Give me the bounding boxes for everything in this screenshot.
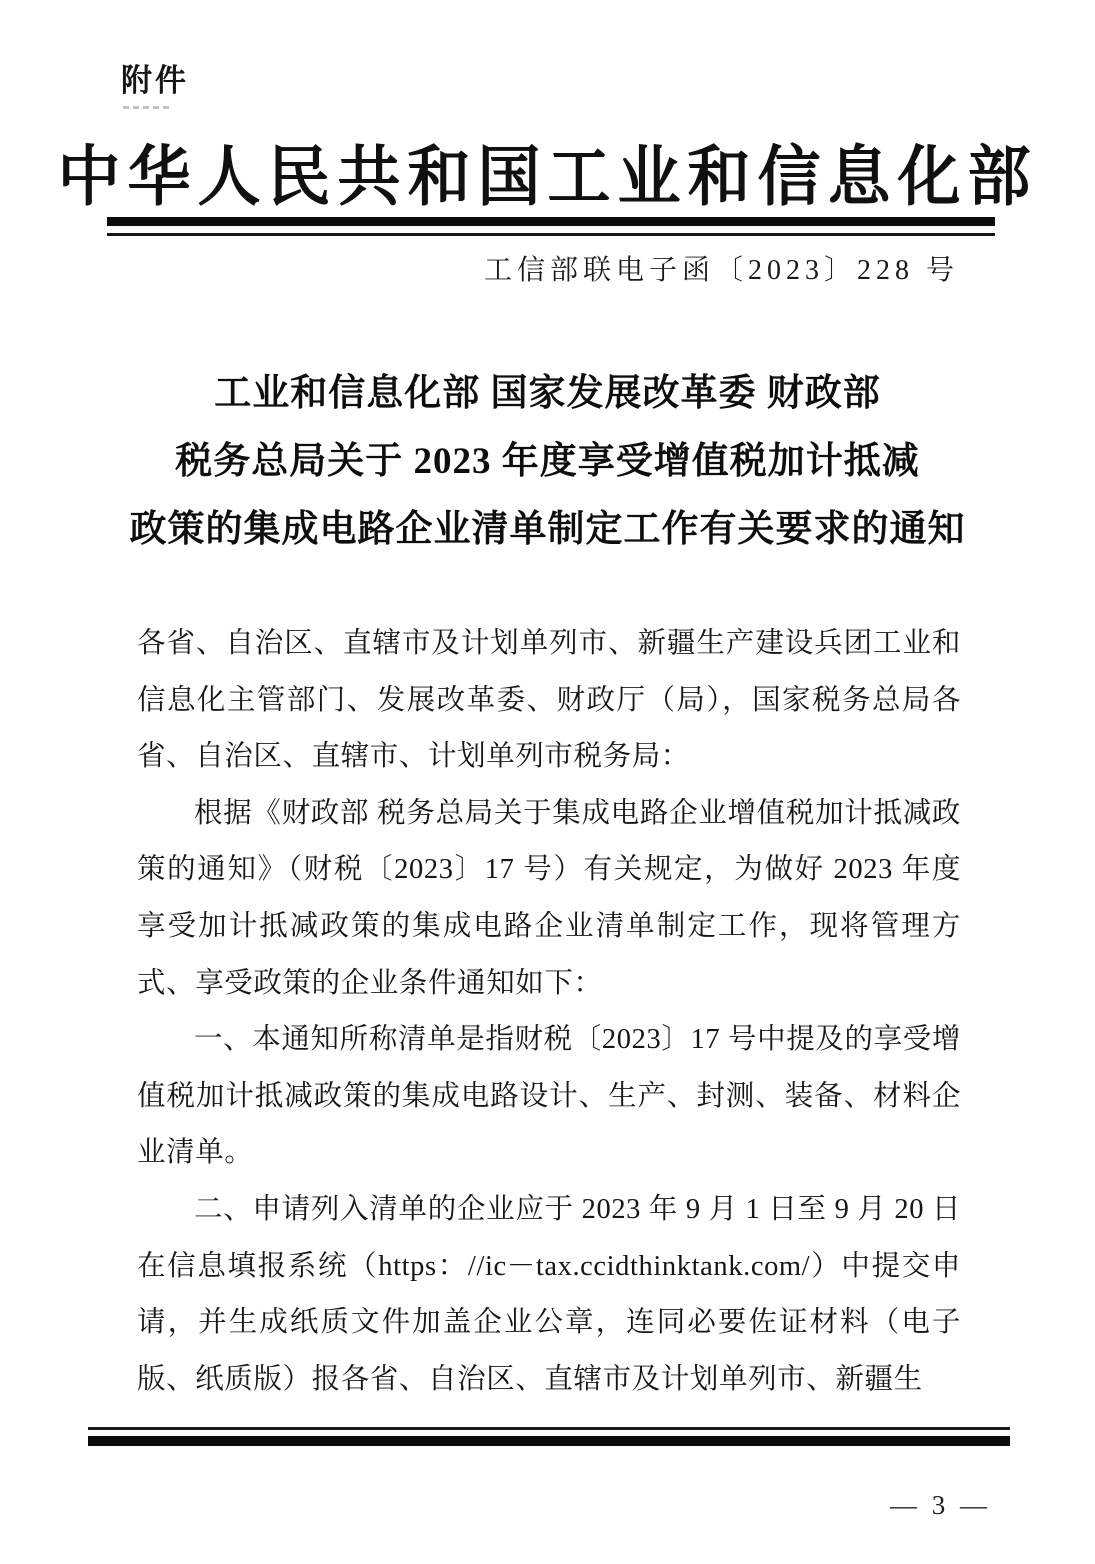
document-title-line-1: 工业和信息化部 国家发展改革委 财政部 [214,373,881,414]
attachment-label: 附件 [121,63,189,98]
page-number: — 3 — [890,1490,991,1520]
footer-divider-thin-line [88,1427,1010,1430]
letterhead-divider-thin-line [107,233,995,236]
document-title-line-3: 政策的集成电路企业清单制定工作有关要求的通知 [129,509,966,550]
footer-divider-thick-line [88,1436,1010,1446]
footer-divider [88,1427,1010,1446]
letterhead-title: 中华人民共和国工业和信息化部 [57,140,1038,214]
document-number: 工信部联电子函〔2023〕228 号 [483,255,959,286]
body-paragraph-intro: 根据《财政部 税务总局关于集成电路企业增值税加计抵减政策的通知》（财税〔2023〕17 号）有关规定，为做好 2023 年度享受加计抵减政策的集成电路企业清单制定工作，现将管理方式、享受政策的企业条件通知如下： [137,797,961,999]
scan-artifact [123,106,169,109]
letterhead-divider [107,217,995,236]
body-paragraph-item-1: 一、本通知所称清单是指财税〔2023〕17 号中提及的享受增值税加计抵减政策的集成电路设计、生产、封测、装备、材料企业清单。 [137,1024,961,1169]
body-paragraph-item-2: 二、申请列入清单的企业应于 2023 年 9 月 1 日至 9 月 20 日在信息填报系统（https：//ic－tax.ccidthinktank.com/）中提交申请，并生成纸质文件加盖企业公章，连同必要佐证材料（电子版、纸质版）报各省、自治区、直辖市及计划单列市、新疆生 [137,1193,961,1395]
document-title [70,360,1025,564]
document-body [137,616,961,1408]
letterhead-divider-thick-line [107,217,995,226]
salutation-paragraph: 各省、自治区、直辖市及计划单列市、新疆生产建设兵团工业和信息化主管部门、发展改革委、财政厅（局），国家税务总局各省、自治区、直辖市、计划单列市税务局： [137,628,961,773]
document-title-line-2: 税务总局关于 2023 年度享受增值税加计抵减 [175,441,920,482]
